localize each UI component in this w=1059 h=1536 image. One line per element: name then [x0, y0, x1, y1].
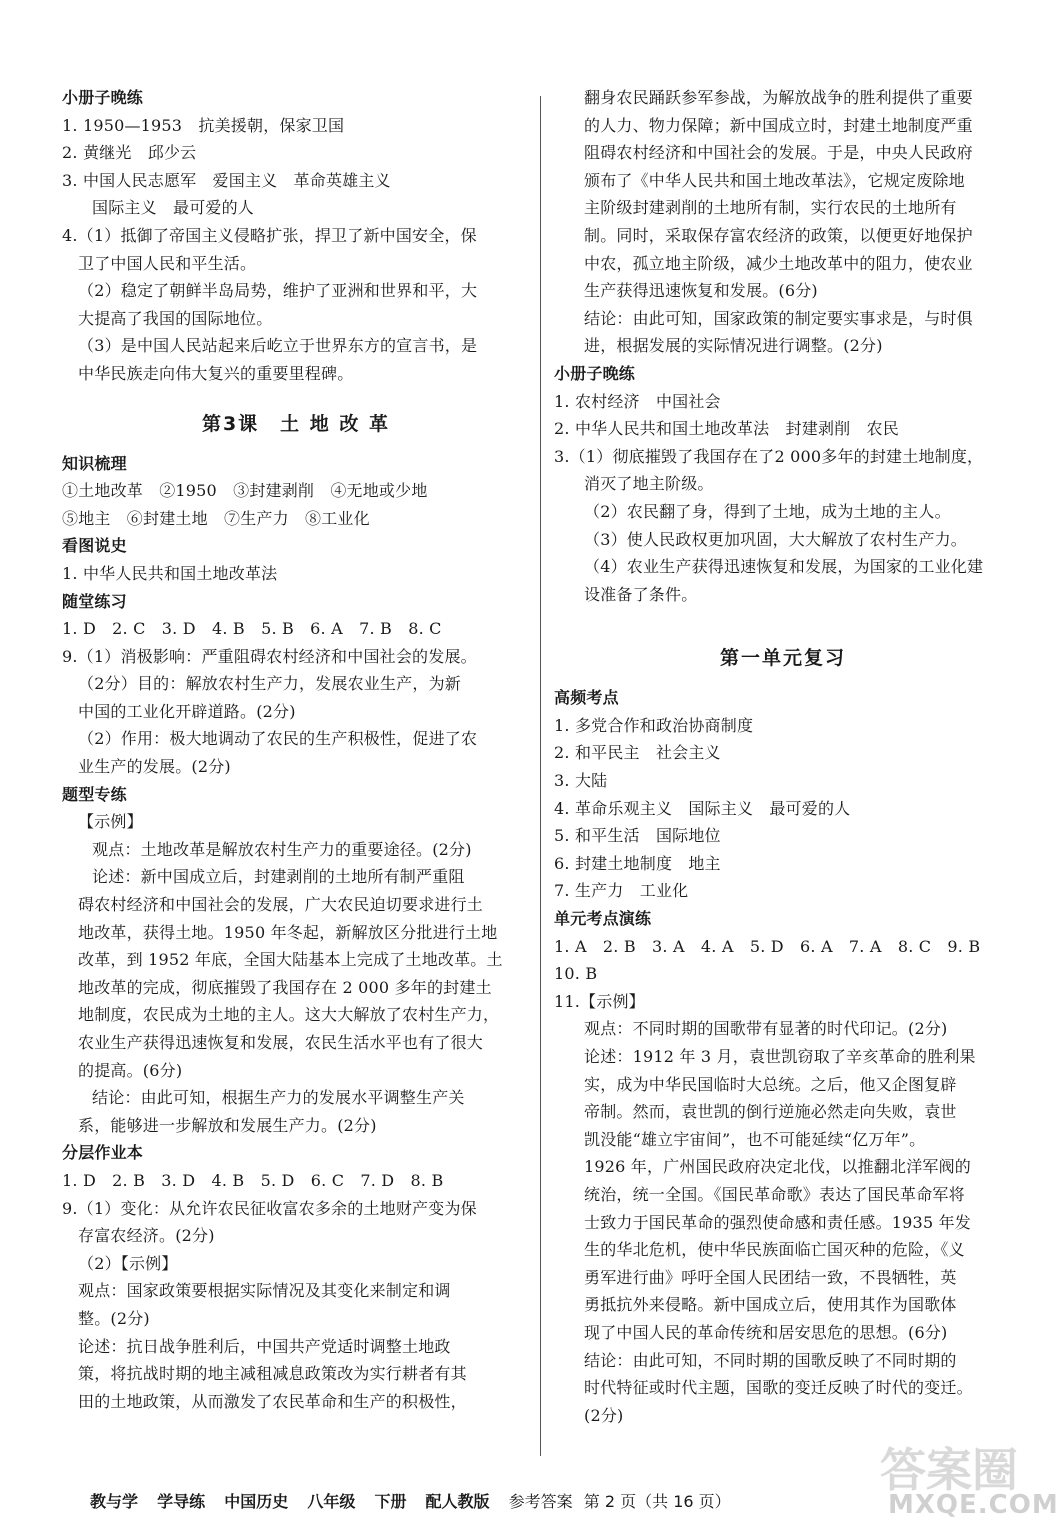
answer-line: 勇抵抗外来侵略。新中国成立后，使用其作为国歌体 — [584, 1295, 957, 1315]
answer-item: 2. 和平民主 社会主义 — [554, 743, 721, 763]
answer-item: 9.（1）消极影响：严重阻碍农村经济和中国社会的发展。 — [62, 646, 477, 666]
answer-item: ①土地改革 ②1950 ③封建剥削 ④无地或少地 — [62, 481, 428, 501]
answer-item: 10. B — [554, 964, 598, 984]
answer-line: 1926 年，广州国民政府决定北伐，以推翻北洋军阀的 — [584, 1157, 972, 1177]
answer-item: 7. 生产力 工业化 — [554, 881, 689, 901]
answer-line: （2）【示例】 — [78, 1253, 178, 1273]
answer-line: 的提高。(6分) — [78, 1060, 183, 1080]
answer-line: 观点：土地改革是解放农村生产力的重要途径。(2分) — [92, 839, 472, 859]
answer-item: 2. 中华人民共和国土地改革法 封建剥削 农民 — [554, 419, 899, 439]
answer-item: 5. 和平生活 国际地位 — [554, 826, 721, 846]
section-heading: 小册子晚练 — [62, 88, 144, 107]
section-heading: 题型专练 — [62, 784, 127, 804]
answer-line: 卫了中国人民和平生活。 — [78, 253, 257, 273]
answer-item: 4. 革命乐观主义 国际主义 最可爱的人 — [554, 798, 851, 818]
answer-line: 国际主义 最可爱的人 — [92, 198, 255, 218]
section-heading: 分层作业本 — [62, 1143, 144, 1163]
answer-line: 现了中国人民的革命传统和居安思危的思想。(6分) — [584, 1322, 948, 1342]
answer-line: 碍农村经济和中国社会的发展，广大农民迫切要求进行土 — [78, 895, 484, 915]
answer-line: 士致力于国民革命的强烈使命感和责任感。1935 年发 — [584, 1212, 972, 1232]
footer-section: 参考答案 — [508, 1492, 573, 1511]
answer-line: 阻碍农村经济和中国社会的发展。于是，中央人民政府 — [584, 143, 973, 163]
answer-line: 生产获得迅速恢复和发展。(6分) — [584, 281, 818, 301]
watermark-url: MXQE.COM — [888, 1490, 1059, 1520]
footer-grade: 八年级 — [307, 1492, 356, 1511]
answer-item: 3. 中国人民志愿军 爱国主义 革命英雄主义 — [62, 170, 391, 190]
answer-line: 地改革的完成，彻底摧毁了我国存在 2 000 多年的封建土 — [78, 977, 492, 997]
unit-title: 第一单元复习 — [719, 647, 846, 670]
answer-line: 观点：不同时期的国歌带有显著的时代印记。(2分) — [584, 1019, 948, 1039]
answer-line: 凯没能“雄立宇宙间”，也不可能延续“亿万年”。 — [584, 1129, 926, 1149]
section-heading: 小册子晚练 — [554, 363, 636, 383]
answer-line: 进，根据发展的实际情况进行调整。(2分) — [584, 336, 883, 356]
answer-item: 9.（1）变化：从允许农民征收富农多余的土地财产变为保 — [62, 1198, 477, 1218]
answer-line: 颁布了《中华人民共和国土地改革法》，它规定废除地 — [584, 170, 965, 190]
answer-line: 论述：新中国成立后，封建剥削的土地所有制严重阻 — [92, 867, 465, 887]
answer-line: 帝制。然而，袁世凯的倒行逆施必然走向失败，袁世 — [584, 1102, 957, 1122]
footer-series: 教与学 — [90, 1492, 139, 1511]
answer-line: （2）作用：极大地调动了农民的生产积极性，促进了农 — [78, 729, 478, 749]
answer-item: 3.（1）彻底摧毁了我国存在了2 000多年的封建土地制度， — [554, 446, 984, 466]
column-divider — [540, 96, 541, 1456]
watermark-logo — [880, 1434, 1059, 1534]
answer-line: 勇军进行曲》呼吁全国人民团结一致，不畏牺牲，英 — [584, 1267, 957, 1287]
section-heading: 高频考点 — [554, 688, 619, 708]
answer-line: 主阶级封建剥削的土地所有制，实行农民的土地所有 — [584, 198, 957, 218]
footer-product: 学导练 — [157, 1492, 206, 1511]
watermark-logo-text: 答案圈 — [880, 1443, 1018, 1497]
answer-line: （3）使人民政权更加巩固，大大解放了农村生产力。 — [584, 529, 967, 549]
left-column — [62, 84, 530, 1415]
answer-line: 整。(2分) — [78, 1308, 150, 1328]
footer-volume: 下册 — [374, 1492, 407, 1511]
answer-line: 翻身农民踊跃参军参战，为解放战争的胜利提供了重要 — [584, 88, 973, 107]
right-column — [554, 84, 1012, 1429]
answer-line: 存富农经济。(2分) — [78, 1226, 215, 1246]
answer-line: 结论：由此可知，根据生产力的发展水平调整生产关 — [92, 1088, 465, 1108]
answer-item: 1. 农村经济 中国社会 — [554, 391, 721, 411]
answer-item: 1. 多党合作和政治协商制度 — [554, 715, 754, 735]
answer-line: 统治，统一全国。《国民革命歌》表达了国民革命军将 — [584, 1184, 965, 1204]
answer-line: 地制度，农民成为土地的主人。这大大解放了农村生产力， — [78, 1005, 500, 1025]
answer-line: 论述：1912 年 3 月，袁世凯窃取了辛亥革命的胜利果 — [584, 1047, 976, 1066]
page-footer — [90, 1488, 990, 1516]
answer-line: 的人力、物力保障；新中国成立时，封建土地制度严重 — [584, 115, 973, 135]
answer-item: ⑤地主 ⑥封建土地 ⑦生产力 ⑧工业化 — [62, 508, 370, 528]
answer-line: 时代特征或时代主题，国歌的变迁反映了时代的变迁。 — [584, 1378, 973, 1398]
answer-item: 1. D 2. B 3. D 4. B 5. D 6. C 7. D 8. B — [62, 1170, 444, 1190]
answer-line: 消灭了地主阶级。 — [584, 474, 714, 494]
answer-item: 6. 封建土地制度 地主 — [554, 853, 721, 873]
answer-line: 中华民族走向伟大复兴的重要里程碑。 — [78, 363, 354, 383]
answer-line: 观点：国家政策要根据实际情况及其变化来制定和调 — [78, 1281, 451, 1301]
footer-page-number: 第 2 页（共 16 页） — [583, 1492, 731, 1511]
answer-item: 3. 大陆 — [554, 771, 608, 791]
answer-line: 系，能够进一步解放和发展生产力。(2分) — [78, 1115, 377, 1135]
lesson-title: 第3课 土 地 改 革 — [201, 412, 391, 435]
answer-line: 大提高了我国的国际地位。 — [78, 308, 273, 328]
answer-line: 业生产的发展。(2分) — [78, 757, 231, 777]
answer-line: （2分）目的：解放农村生产力，发展农业生产，为新 — [78, 674, 461, 694]
answer-line: （2）稳定了朝鲜半岛局势，维护了亚洲和世界和平，大 — [78, 281, 478, 301]
answer-item: 11.【示例】 — [554, 991, 645, 1011]
answer-line: 生的华北危机，使中华民族面临亡国灭种的危险，《义 — [584, 1240, 965, 1260]
answer-line: (2分) — [584, 1405, 624, 1425]
answer-line: 中农，孤立地主阶级，减少土地改革中的阻力，使农业 — [584, 253, 973, 273]
answer-line: 结论：由此可知，不同时期的国歌反映了不同时期的 — [584, 1350, 957, 1370]
answer-line: （4）农业生产获得迅速恢复和发展，为国家的工业化建 — [584, 557, 984, 577]
answer-line: 改革，到 1952 年底，全国大陆基本上完成了土地改革。土 — [78, 950, 503, 970]
section-heading: 随堂练习 — [62, 591, 127, 611]
answer-line: 设准备了条件。 — [584, 584, 698, 604]
footer-edition: 配人教版 — [425, 1492, 490, 1511]
answer-item: 1. 中华人民共和国土地改革法 — [62, 563, 278, 583]
section-heading: 单元考点演练 — [554, 909, 652, 929]
section-heading: 知识梳理 — [62, 453, 127, 473]
answer-item: 1. 1950—1953 抗美援朝，保家卫国 — [62, 115, 345, 135]
answer-line: 中国的工业化开辟道路。(2分) — [78, 701, 296, 721]
section-heading: 看图说史 — [62, 536, 127, 556]
answer-line: 论述：抗日战争胜利后，中国共产党适时调整土地政 — [78, 1336, 451, 1356]
answer-item: 2. 黄继光 邱少云 — [62, 143, 197, 163]
answer-line: 地改革，获得土地。1950 年冬起，新解放区分批进行土地 — [78, 922, 498, 942]
answer-line: 【示例】 — [78, 812, 143, 832]
answer-item: 1. D 2. C 3. D 4. B 5. B 6. A 7. B 8. C — [62, 619, 442, 639]
answer-line: 田的土地政策，从而激发了农民革命和生产的积极性， — [78, 1391, 467, 1411]
answer-line: 结论：由此可知，国家政策的制定要实事求是，与时俱 — [584, 308, 973, 328]
answer-line: 实，成为中华民国临时大总统。之后，他又企图复辟 — [584, 1074, 957, 1094]
answer-item: 1. A 2. B 3. A 4. A 5. D 6. A 7. A 8. C 9. B — [554, 936, 981, 956]
answer-line: （2）农民翻了身，得到了土地，成为土地的主人。 — [584, 501, 951, 521]
footer-subject: 中国历史 — [224, 1492, 289, 1511]
answer-line: 农业生产获得迅速恢复和发展，农民生活水平也有了很大 — [78, 1033, 484, 1052]
answer-item: 4.（1）抵御了帝国主义侵略扩张，捍卫了新中国安全，保 — [62, 225, 477, 245]
answer-line: （3）是中国人民站起来后屹立于世界东方的宣言书，是 — [78, 336, 478, 356]
answer-line: 制。同时，采取保存富农经济的政策，以便更好地保护 — [584, 225, 973, 245]
answer-line: 策，将抗战时期的地主减租减息政策改为实行耕者有其 — [78, 1364, 467, 1384]
